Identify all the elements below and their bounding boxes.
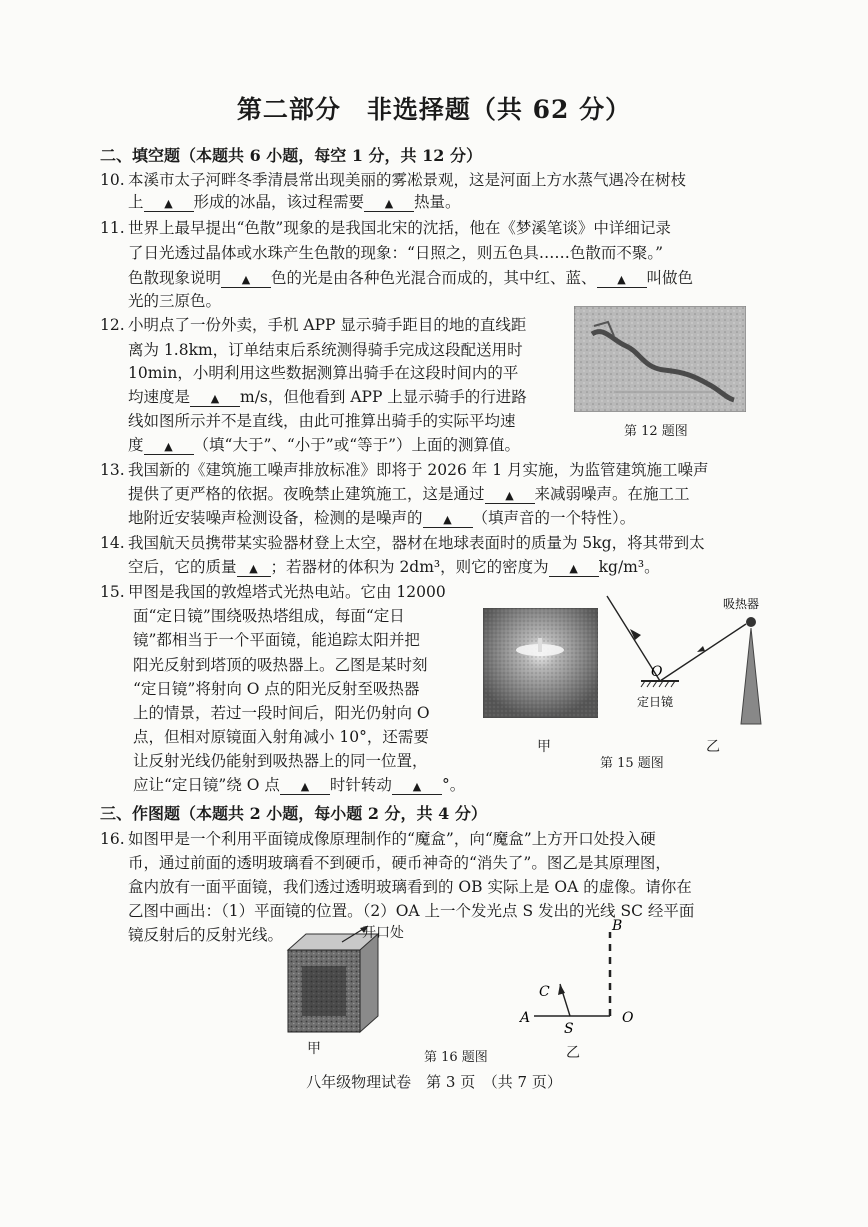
q11-line4: 光的三原色。: [128, 292, 222, 310]
q12-line2: 离为 1.8km，订单结束后系统测得骑手完成这段配送用时: [128, 341, 523, 359]
q16-line4: 乙图中画出：（1）平面镜的位置。（2）OA 上一个发光点 S 发出的光线 SC 经平面: [128, 902, 695, 920]
answer-blank[interactable]: ▲: [280, 780, 330, 795]
absorber-dot: [746, 617, 756, 627]
q12-line6: 度 ▲ （填“大于”、“小于”或“等于”）上面的测算值。: [128, 436, 521, 454]
q11-line3: 色散现象说明 ▲ 色的光是由各种色光混合而成的，其中红、蓝、 ▲ 叫做色: [128, 269, 694, 287]
q15-reflection-diagram: [605, 588, 795, 738]
answer-blank[interactable]: ▲: [144, 197, 194, 212]
q15-line4: 阳光反射到塔顶的吸热器上。乙图是某时刻: [133, 656, 428, 674]
answer-blank[interactable]: ▲: [597, 273, 647, 288]
answer-blank[interactable]: ▲: [221, 273, 271, 288]
label-a: A: [520, 1010, 531, 1026]
q10-number: 10.: [100, 171, 125, 189]
label-c: C: [539, 984, 550, 1000]
q15-line3: 镜”都相当于一个平面镜，能追踪太阳并把: [133, 631, 420, 649]
answer-blank[interactable]: ▲: [392, 780, 442, 795]
q15-line1: 15. 甲图是我国的敦煌塔式光热电站。它由 12000: [100, 583, 446, 601]
q16-magic-box-figure: [280, 920, 430, 1045]
q13-number: 13.: [100, 461, 125, 479]
answer-blank[interactable]: ▲: [237, 562, 271, 577]
q12-number: 12.: [100, 316, 125, 334]
label-s: S: [564, 1021, 574, 1037]
reflected-arrow: [697, 646, 705, 652]
tower-shape: [741, 628, 761, 724]
absorber-label: 吸热器: [723, 597, 760, 611]
q13-line1: 13. 我国新的《建筑施工噪声排放标准》即将于 2026 年 1 月实施，为监管建筑施工噪声: [100, 461, 709, 479]
mirror-label: 定日镜: [637, 695, 674, 709]
reflected-ray: [660, 624, 746, 681]
label-o: O: [622, 1010, 634, 1026]
q12-caption: 第 12 题图: [624, 424, 688, 439]
q15-line2: 面“定日镜”围绕吸热塔组成，每面“定日: [133, 607, 405, 625]
q14-line1: 14. 我国航天员携带某实验器材登上太空，器材在地球表面时的质量为 5kg，将其带到太: [100, 534, 705, 552]
q12-route-photo: [574, 306, 746, 412]
q16-line5: 镜反射后的反射光线。: [128, 926, 284, 944]
q16-opening-label: 开口处: [362, 925, 404, 941]
q14-number: 14.: [100, 534, 125, 552]
q16-caption: 第 16 题图: [424, 1050, 488, 1065]
q15-number: 15.: [100, 583, 125, 601]
q16-label-yi: 乙: [566, 1045, 580, 1061]
page-footer: 八年级物理试卷 第 3 页 （共 7 页）: [306, 1073, 562, 1091]
q16-line1: 16. 如图甲是一个利用平面镜成像原理制作的“魔盒”，向“魔盒”上方开口处投入硬: [100, 830, 656, 848]
q15-solar-station-photo: [483, 608, 598, 718]
q12-line3: 10min，小明利用这些数据测算出骑手在这段时间内的平: [128, 364, 519, 382]
q13-line2: 提供了更严格的依据。夜晚禁止建筑施工，这是通过 ▲ 来减弱噪声。在施工工: [128, 485, 690, 503]
ray-sc-arrow: [558, 984, 565, 995]
q16-principle-diagram: [512, 918, 642, 1043]
q13-line3: 地附近安装噪声检测设备，检测的是噪声的 ▲ （填声音的一个特性）。: [128, 509, 636, 527]
q16-label-jia: 甲: [307, 1041, 321, 1057]
q15-line9: 应让“定日镜”绕 O 点 ▲ 时针转动 ▲ °。: [133, 776, 466, 794]
q14-line2: 空后，它的质量 ▲ ；若器材的体积为 2dm³，则它的密度为 ▲ kg/m³。: [128, 558, 660, 576]
solar-station-image: [483, 608, 598, 718]
route-map-image: [574, 306, 746, 412]
q10-line1: 10. 本溪市太子河畔冬季清晨常出现美丽的雾凇景观，这是河面上方水蒸气遇冷在树枝: [100, 171, 687, 189]
label-b: B: [612, 918, 623, 934]
answer-blank[interactable]: ▲: [423, 513, 473, 528]
box-side: [360, 934, 378, 1032]
page-title: 第二部分 非选择题（共 62 分）: [236, 95, 632, 124]
answer-blank[interactable]: ▲: [190, 392, 240, 407]
q11-number: 11.: [100, 219, 125, 237]
q15-label-yi: 乙: [706, 739, 720, 755]
answer-blank[interactable]: ▲: [549, 562, 599, 577]
q15-label-jia: 甲: [537, 739, 551, 755]
section-drawing-heading: 三、作图题（本题共 2 小题，每小题 2 分，共 4 分）: [100, 804, 487, 823]
answer-blank[interactable]: ▲: [144, 440, 194, 455]
answer-blank[interactable]: ▲: [485, 489, 535, 504]
reflection-diagram-svg: [605, 588, 795, 738]
magic-box-svg: [280, 920, 430, 1045]
point-o-label: O: [651, 664, 663, 680]
q12-line4: 均速度是 ▲ m/s，但他看到 APP 上显示骑手的行进路: [128, 388, 527, 406]
q16-line2: 币，通过前面的透明玻璃看不到硬币，硬币神奇的“消失了”。图乙是其原理图，: [128, 854, 671, 872]
q15-line8: 让反射光线仍能射到吸热器上的同一位置，: [133, 752, 428, 770]
q15-caption: 第 15 题图: [600, 756, 664, 771]
section-fill-blank-heading: 二、填空题（本题共 6 小题，每空 1 分，共 12 分）: [100, 146, 482, 165]
q16-number: 16.: [100, 830, 125, 848]
q12-line1: 12. 小明点了一份外卖，手机 APP 显示骑手距目的地的直线距: [100, 316, 527, 334]
q15-line6: 上的情景，若过一段时间后，阳光仍射向 O: [133, 704, 430, 722]
q10-line2: 上 ▲ 形成的冰晶，该过程需要 ▲ 热量。: [128, 193, 461, 211]
answer-blank[interactable]: ▲: [364, 197, 414, 212]
q11-line2: 了日光透过晶体或水珠产生色散的现象：“日照之，则五色具……色散而不聚。”: [128, 244, 664, 262]
q12-line5: 线如图所示并不是直线，由此可推算出骑手的实际平均速: [128, 412, 516, 430]
q16-line3: 盒内放有一面平面镜，我们透过透明玻璃看到的 OB 实际上是 OA 的虚像。请你在: [128, 878, 692, 896]
q11-line1: 11. 世界上最早提出“色散”现象的是我国北宋的沈括，他在《梦溪笔谈》中详细记录: [100, 219, 671, 237]
principle-diagram-svg: [512, 918, 642, 1043]
q15-line7: 点，但相对原镜面入射角减小 10°，还需要: [133, 728, 429, 746]
q15-line5: “定日镜”将射向 O 点的阳光反射至吸热器: [133, 680, 420, 698]
